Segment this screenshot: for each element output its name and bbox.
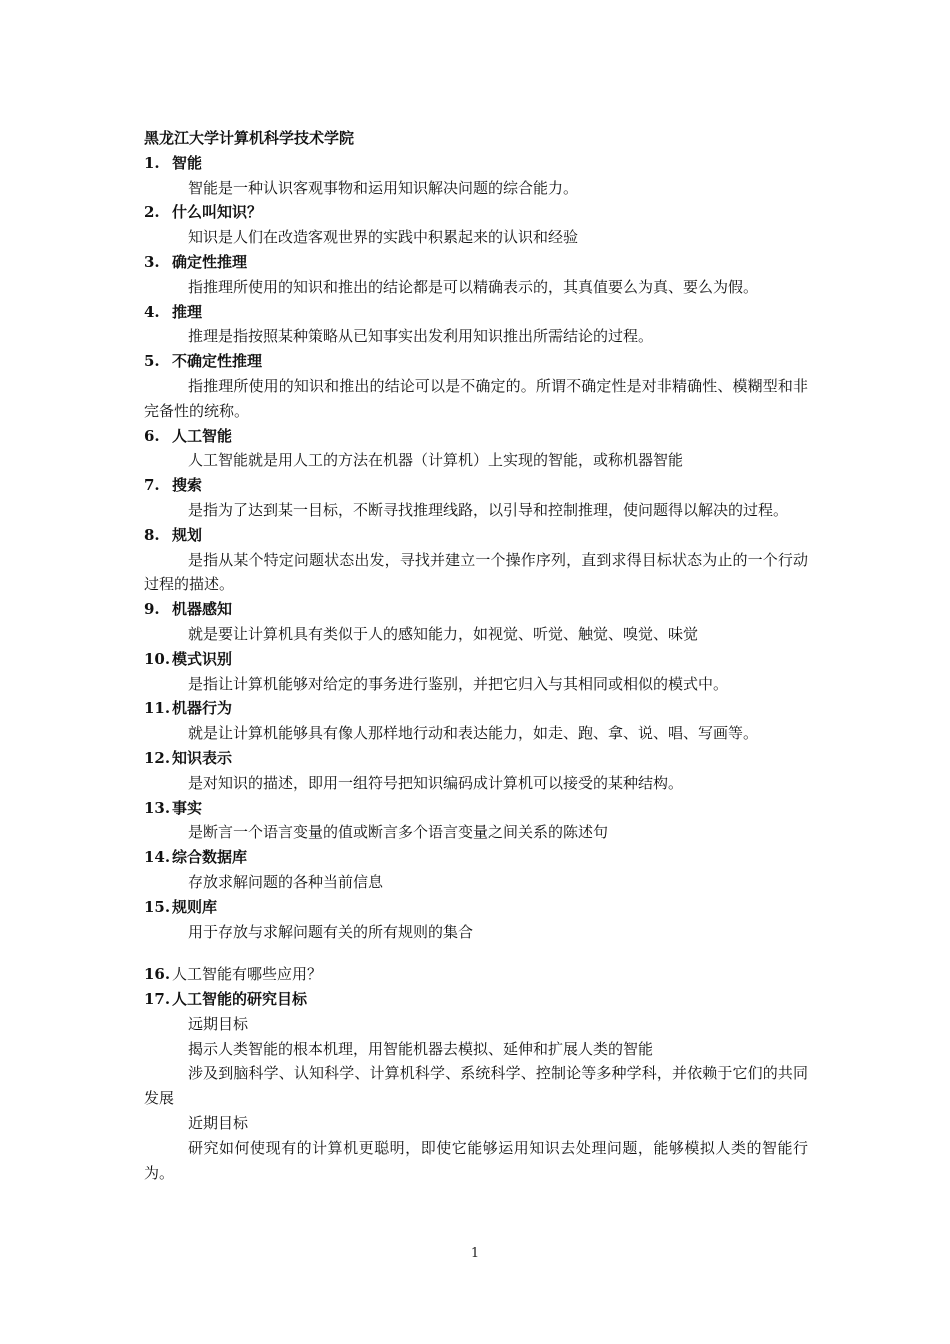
item-number: 11. [144, 699, 171, 718]
item-definition: 是指为了达到某一目标，不断寻找推理线路，以引导和控制推理，使问题得以解决的过程。 [188, 500, 789, 519]
item-number: 13. [144, 798, 171, 817]
definition-item [144, 473, 808, 523]
item-heading [144, 597, 808, 622]
definition-item [144, 200, 808, 250]
item-number: 9. [144, 600, 160, 619]
item-term: 人工智能 [172, 426, 233, 445]
item-heading [144, 845, 808, 870]
item-term: 不确定性推理 [172, 352, 263, 371]
item-heading [144, 895, 808, 920]
item-term: 知识表示 [172, 748, 233, 767]
item-definition: 知识是人们在改造客观世界的实践中积累起来的认识和经验 [188, 228, 579, 247]
item-number: 2. [144, 203, 160, 222]
item-term: 机器感知 [172, 600, 233, 619]
item-heading [144, 200, 808, 225]
definition-item [144, 424, 808, 474]
item-17-paragraph: 远期目标 [188, 1014, 249, 1033]
item-definition: 推理是指按照某种策略从已知事实出发利用知识推出所需结论的过程。 [188, 327, 654, 346]
item-17-paragraph: 研究如何使现有的计算机更聪明，即使它能够运用知识去处理问题，能够模拟人类的智能行为。 [144, 1138, 808, 1182]
item-number: 8. [144, 525, 160, 544]
page-number: 1 [470, 1246, 480, 1261]
item-number: 6. [144, 426, 160, 445]
item-definition: 是对知识的描述，即用一组符号把知识编码成计算机可以接受的某种结构。 [188, 773, 684, 792]
item-number: 10. [144, 649, 171, 668]
item-term: 规则库 [172, 897, 218, 916]
definition-item [144, 523, 808, 597]
item-number: 7. [144, 476, 160, 495]
item-term: 推理 [172, 302, 203, 321]
item-term: 规划 [172, 525, 203, 544]
item-number: 15. [144, 897, 171, 916]
item-17-heading [144, 987, 808, 1012]
definition-item [144, 796, 808, 846]
section-gap [144, 944, 808, 962]
item-heading [144, 647, 808, 672]
item-term: 事实 [172, 798, 203, 817]
item-term: 机器行为 [172, 699, 233, 718]
item-heading [144, 796, 808, 821]
item-definition: 是指让计算机能够对给定的事务进行鉴别，并把它归入与其相同或相似的模式中。 [188, 674, 729, 693]
document-title: 黑龙江大学计算机科学技术学院 [144, 129, 355, 147]
definition-item [144, 597, 808, 647]
definition-item [144, 151, 808, 201]
item-number: 17. [144, 990, 171, 1009]
item-number: 14. [144, 848, 171, 867]
item-17-paragraph: 近期目标 [188, 1114, 249, 1133]
item-term: 人工智能有哪些应用？ [172, 965, 323, 984]
item-heading [144, 349, 808, 374]
item-definition: 就是要让计算机具有类似于人的感知能力，如视觉、听觉、触觉、嗅觉、味觉 [188, 624, 699, 643]
item-definition: 就是让计算机能够具有像人那样地行动和表达能力，如走、跑、拿、说、唱、写画等。 [188, 724, 759, 743]
item-definition: 人工智能就是用人工的方法在机器（计算机）上实现的智能，或称机器智能 [188, 451, 684, 470]
item-definition: 是指从某个特定问题状态出发，寻找并建立一个操作序列，直到求得目标状态为止的一个行动过程的描述。 [144, 550, 808, 594]
item-definition: 存放求解问题的各种当前信息 [188, 872, 384, 891]
definition-item [144, 696, 808, 746]
item-heading [144, 300, 808, 325]
item-term: 模式识别 [172, 649, 233, 668]
item-number: 1. [144, 153, 160, 172]
item-term: 人工智能的研究目标 [172, 990, 308, 1009]
definition-item [144, 895, 808, 945]
item-number: 16. [144, 965, 171, 984]
item-term: 综合数据库 [172, 848, 248, 867]
definition-item [144, 349, 808, 423]
item-heading [144, 424, 808, 449]
definition-list [144, 151, 808, 945]
definition-item [144, 300, 808, 350]
item-16-heading [144, 962, 808, 987]
item-number: 12. [144, 748, 171, 767]
item-16 [144, 962, 808, 987]
item-number: 4. [144, 302, 160, 321]
item-heading [144, 250, 808, 275]
item-definition: 用于存放与求解问题有关的所有规则的集合 [188, 922, 474, 941]
item-heading [144, 523, 808, 548]
item-number: 3. [144, 252, 160, 271]
item-number: 5. [144, 352, 160, 371]
item-17-paragraph: 揭示人类智能的根本机理，用智能机器去模拟、延伸和扩展人类的智能 [188, 1039, 654, 1058]
item-17-paragraph: 涉及到脑科学、认知科学、计算机科学、系统科学、控制论等多种学科，并依赖于它们的共同发展 [144, 1064, 808, 1108]
item-heading [144, 473, 808, 498]
definition-item [144, 746, 808, 796]
item-definition: 指推理所使用的知识和推出的结论都是可以精确表示的，其真值要么为真、要么为假。 [188, 277, 759, 296]
item-term: 确定性推理 [172, 252, 248, 271]
item-term: 智能 [172, 153, 203, 172]
item-definition: 智能是一种认识客观事物和运用知识解决问题的综合能力。 [188, 178, 579, 197]
item-definition: 指推理所使用的知识和推出的结论可以是不确定的。所谓不确定性是对非精确性、模糊型和非完备性的统称。 [144, 376, 808, 420]
item-term: 搜索 [172, 476, 203, 495]
item-heading [144, 746, 808, 771]
item-definition: 是断言一个语言变量的值或断言多个语言变量之间关系的陈述句 [188, 823, 609, 842]
document-page [144, 126, 808, 1185]
item-17 [144, 987, 808, 1185]
item-term: 什么叫知识？ [172, 203, 263, 222]
item-heading [144, 696, 808, 721]
definition-item [144, 845, 808, 895]
definition-item [144, 647, 808, 697]
item-heading [144, 151, 808, 176]
definition-item [144, 250, 808, 300]
